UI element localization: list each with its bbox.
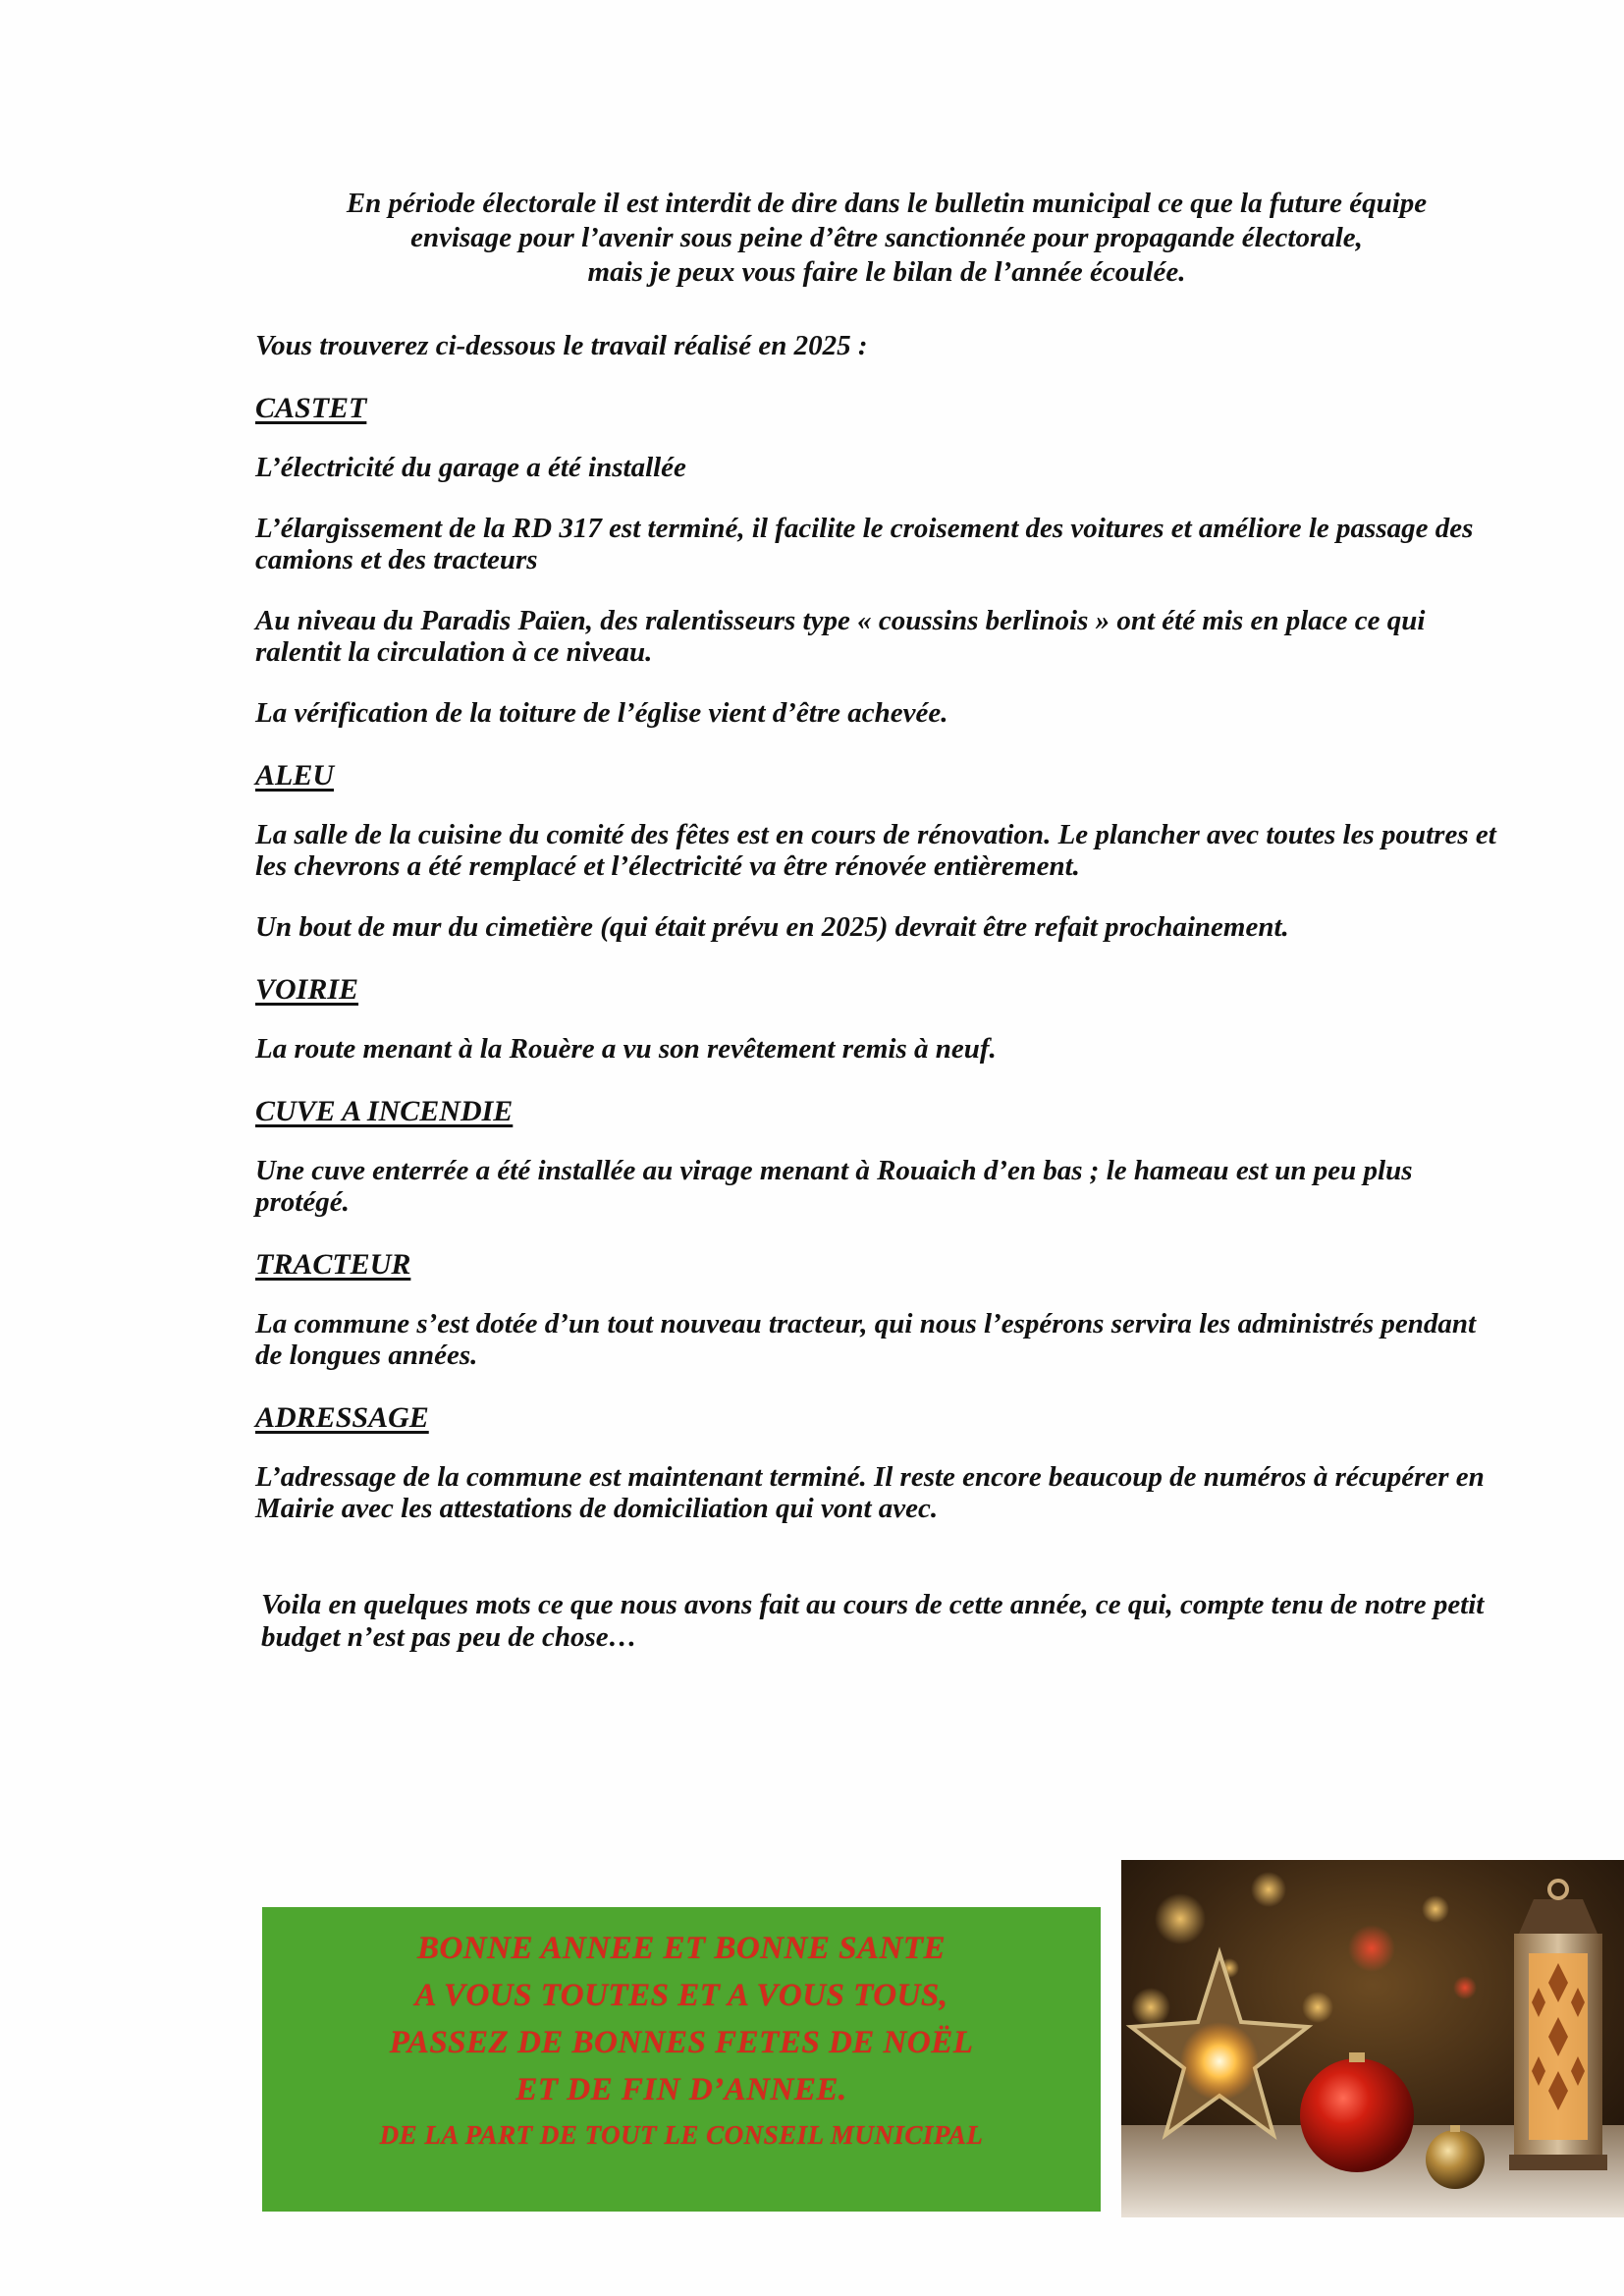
section-heading-castet: CASTET bbox=[255, 392, 367, 424]
section-paragraph: La route menant à la Rouère a vu son revêtement remis à neuf. bbox=[255, 1033, 997, 1065]
greeting-signature: DE LA PART DE TOUT LE CONSEIL MUNICIPAL bbox=[379, 2120, 984, 2150]
section-heading-adressage: ADRESSAGE bbox=[255, 1401, 429, 1434]
greeting-line: ET DE FIN D’ANNEE. bbox=[515, 2072, 847, 2107]
bulletin-content bbox=[253, 187, 1500, 1654]
intro-notice bbox=[253, 187, 1500, 290]
greeting-line: BONNE ANNEE ET BONNE SANTE bbox=[416, 1931, 947, 1966]
section-paragraph: La salle de la cuisine du comité des fêtes est en cours de rénovation. Le plancher avec toutes les poutres et les chevrons a été remplacé et l’électricité va être rénovée entièrement. bbox=[255, 819, 1496, 882]
section-paragraph: L’adressage de la commune est maintenant terminé. Il reste encore beaucoup de numéros à récupérer en Mairie avec les attestations de domiciliation qui vont avec. bbox=[255, 1461, 1485, 1524]
section-heading-cuve-a-incendie: CUVE A INCENDIE bbox=[255, 1095, 514, 1127]
section-heading-voirie: VOIRIE bbox=[255, 973, 359, 1006]
section-heading-aleu: ALEU bbox=[255, 759, 335, 792]
intro-line: envisage pour l’avenir sous peine d’être sanctionnée pour propagande électorale, bbox=[410, 222, 1363, 253]
intro-line: En période électorale il est interdit de dire dans le bulletin municipal ce que la future équipe bbox=[346, 188, 1428, 219]
christmas-decorations-photo bbox=[1121, 1860, 1624, 2217]
greeting-box bbox=[262, 1907, 1101, 2212]
section-paragraph: La commune s’est dotée d’un tout nouveau tracteur, qui nous l’espérons servira les administrés pendant de longues années. bbox=[255, 1308, 1477, 1371]
section-paragraph: Au niveau du Paradis Païen, des ralentisseurs type « coussins berlinois » ont été mis en place ce qui ralentit la circulation à ce niveau. bbox=[255, 605, 1426, 668]
section-paragraph: Un bout de mur du cimetière (qui était prévu en 2025) devrait être refait prochainement. bbox=[255, 911, 1289, 943]
section-paragraph: L’élargissement de la RD 317 est terminé, il facilite le croisement des voitures et améliore le passage des camions et des tracteurs bbox=[255, 513, 1474, 575]
lead-sentence: Vous trouverez ci-dessous le travail réalisé en 2025 : bbox=[255, 330, 868, 361]
section-paragraph: L’électricité du garage a été installée bbox=[255, 452, 686, 483]
section-paragraph: Une cuve enterrée a été installée au virage menant à Rouaich d’en bas ; le hameau est un peu plus protégé. bbox=[255, 1155, 1413, 1218]
section-paragraph: La vérification de la toiture de l’église vient d’être achevée. bbox=[255, 697, 948, 729]
greeting-line: PASSEZ DE BONNES FETES DE NOËL bbox=[389, 2025, 974, 2060]
greeting-line: A VOUS TOUTES ET A VOUS TOUS, bbox=[414, 1978, 948, 2013]
section-heading-tracteur: TRACTEUR bbox=[255, 1248, 411, 1281]
intro-line: mais je peux vous faire le bilan de l’année écoulée. bbox=[587, 256, 1186, 288]
closing-paragraph: Voila en quelques mots ce que nous avons fait au cours de cette année, ce qui, compte tenu de notre petit budget n’est pas peu de chose… bbox=[261, 1589, 1485, 1653]
